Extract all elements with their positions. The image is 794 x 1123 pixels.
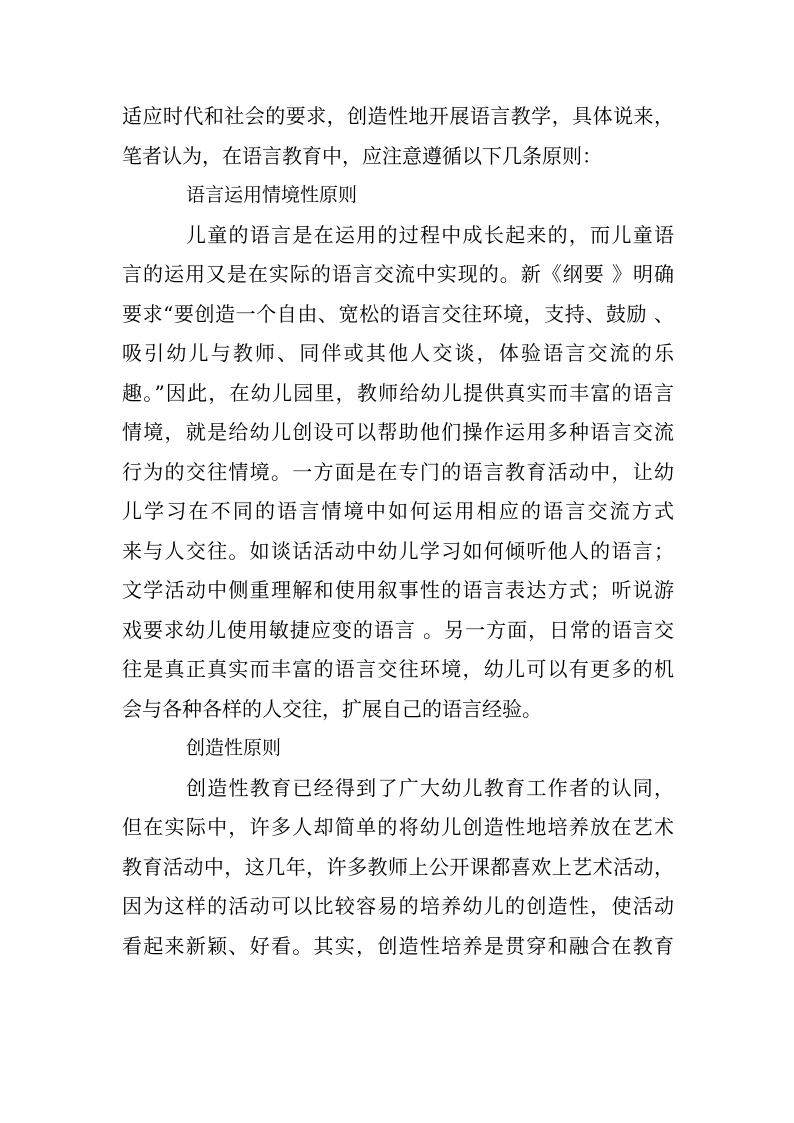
- paragraph-line: 但在实际中，许多人却简单的将幼儿创造性地培养放在艺术: [122, 815, 674, 839]
- paragraph-line: 会与各种各样的人交往，扩展自己的语言经验。: [122, 696, 542, 721]
- section-heading-language-context: 语言运用情境性原则: [186, 184, 358, 206]
- paragraph-line: 看起来新颖、好看。其实，创造性培养是贯穿和融合在教育: [122, 933, 674, 958]
- document-body: [122, 97, 674, 966]
- paragraph-line: 行为的交往情境。一方面是在专门的语言教育活动中，让幼: [122, 459, 674, 484]
- paragraph-line: 要求“要创造一个自由、宽松的语言交往环境，支持、鼓励 、: [122, 301, 674, 326]
- paragraph-line: 教育活动中，这几年，许多教师上公开课都喜欢上艺术活动，: [122, 854, 674, 879]
- paragraph-line: 趣。”因此，在幼儿园里，教师给幼儿提供真实而丰富的语言: [122, 380, 674, 405]
- paragraph-line: 情境，就是给幼儿创设可以帮助他们操作运用多种语言交流: [122, 420, 674, 444]
- paragraph-line: 文学活动中侧重理解和使用叙事性的语言表达方式；听说游: [122, 578, 674, 602]
- paragraph-line: 创造性教育已经得到了广大幼儿教育工作者的认同，: [186, 775, 674, 800]
- paragraph-line: 吸引幼儿与教师、同伴或其他人交谈，体验语言交流的乐: [122, 341, 674, 365]
- paragraph-line: 儿学习在不同的语言情境中如何运用相应的语言交流方式: [122, 499, 674, 523]
- paragraph-line: 因为这样的活动可以比较容易的培养幼儿的创造性，使活动: [122, 894, 674, 918]
- paragraph-line: 来与人交往。如谈话活动中幼儿学习如何倾听他人的语言；: [122, 538, 674, 563]
- paragraph-line: 往是真正真实而丰富的语言交往环境，幼儿可以有更多的机: [122, 657, 674, 681]
- paragraph-line: 儿童的语言是在运用的过程中成长起来的，而儿童语: [186, 222, 674, 247]
- paragraph-line: 言的运用又是在实际的语言交流中实现的。新《纲要 》明确: [122, 262, 674, 286]
- section-heading-creativity: 创造性原则: [186, 737, 282, 759]
- paragraph-line: 适应时代和社会的要求，创造性地开展语言教学，具体说来，: [122, 104, 674, 128]
- paragraph-line: 戏要求幼儿使用敏捷应变的语言 。另一方面，日常的语言交: [122, 617, 674, 642]
- paragraph-line: 笔者认为，在语言教育中，应注意遵循以下几条原则：: [122, 143, 602, 168]
